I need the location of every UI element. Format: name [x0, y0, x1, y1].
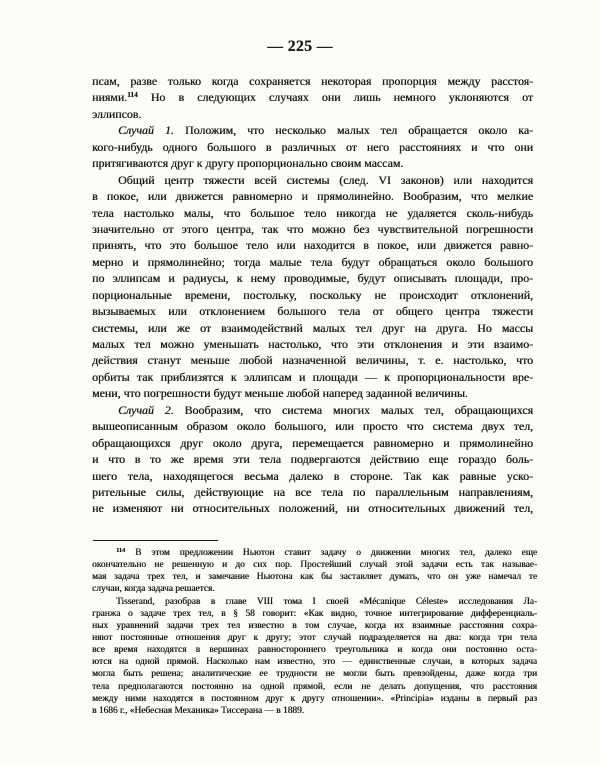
footnote-line: няют постоянные отношения друг к другу; этот случай подразделяется на два: когда три тела — [92, 632, 537, 643]
text-segment: Но в следующих случаях они лишь немного уклоняются от — [150, 90, 533, 105]
text-line: порциональные времени, постольку, поскольку не происходит отклонений, — [92, 287, 533, 302]
text-line: вызываемых или отклонением большого тела от общего центра тяжести — [92, 304, 533, 319]
footnote-number: 114 — [116, 547, 126, 554]
text-line: шего тела, находящегося весьма далеко в стороне. Так как равные уско- — [92, 468, 533, 483]
text-line: системы, или же от взаимодействий малых тел друг на друга. Но массы — [92, 320, 533, 335]
text-line: в покое, или движется равномерно и прямолинейно. Вообразим, что мелкие — [92, 189, 533, 204]
footnote-reference: 114 — [127, 90, 138, 100]
footnote-line: ных уравнений задачи трех тел известно в том случае, когда их взаимные расстояния сохра- — [92, 620, 537, 631]
footnote-line: гранжа о задаче трех тел, в § 58 говорит: «Как видно, точное интегрирование дифференциаль- — [92, 608, 537, 619]
paragraph-case-2-start — [92, 402, 533, 418]
footnote-line: могла быть решена; аналитические ее трудности не могли быть превзойдены, даже когда три — [92, 669, 537, 680]
text-segment: Положим, что несколько малых тел обращается около ка- — [184, 123, 533, 138]
footnote-line: случаи, когда задача решается. — [92, 584, 215, 595]
case-2-label: Случай 2. — [118, 402, 174, 417]
text-line — [92, 89, 533, 105]
text-line: тела настолько малы, что большое тело никогда не удаляется сколь-нибудь — [92, 205, 533, 220]
text-line: мени, что погрешности будут меньше любой наперед заданной величины. — [92, 386, 468, 401]
text-line: по эллипсам и радиусы, к нему проводимые, будут описывать площади, про- — [92, 271, 533, 286]
footnote-line: между ними находятся в постоянном друг к другу отношении». «Principia» изданы в первый раз — [92, 693, 537, 704]
text-line: мерно и прямолинейно; тогда малые тела будут обращаться около большого — [92, 254, 533, 269]
text-line: кого-нибудь одного большого в различных от него расстояниях и что они — [92, 139, 533, 154]
text-line: не изменяют ни относительных положений, ни относительных движений тел, — [92, 501, 533, 516]
footnote-line: мая задача трех тел, и замечание Ньютона как бы заставляет думать, что он уже намечал те — [92, 572, 537, 583]
text-line: орбиты так приблизятся к эллипсам и площади — к пропорциональности вре- — [92, 369, 533, 384]
text-line: Общий центр тяжести всей системы (след. VI законов) или находится — [118, 172, 533, 187]
text-segment: В этом предложении Ньютон ставит задачу о движении многих тел, далеко еще — [135, 548, 537, 558]
footnote-line — [92, 547, 537, 559]
footnote-separator — [93, 540, 218, 541]
paragraph-case-1-start — [92, 122, 533, 138]
text-line: эллипсов. — [92, 106, 142, 121]
text-line: псам, разве только когда сохраняется некоторая пропорция между расстоя- — [92, 74, 533, 88]
footnote-line: окончательно не решенную и до сих пор. Простейший случай этой задачи есть так называе- — [92, 560, 537, 571]
text-line: значительно от этого центра, так что можно без чувствительной погрешности — [92, 221, 533, 236]
page-number-text: — 225 — — [267, 38, 333, 55]
footnote-line: ются на одной прямой. Насколько нам известно, это — единственные случаи, в которых задача — [92, 657, 537, 668]
text-line: притягиваются друг к другу пропорционально своим массам. — [92, 156, 404, 171]
footnote-line: все время находятся в вершинах равностороннего треугольника и когда они постоянно оста- — [92, 645, 537, 656]
text-line: действия станут меньше любой назначенной величины, т. е. настолько, что — [92, 353, 533, 368]
text-segment: ниями. — [92, 90, 128, 105]
footnote — [92, 547, 537, 717]
footnote-line: в 1686 г., «Небесная Механика» Тиссерана — в 1889. — [92, 705, 305, 716]
text-line: вышеописанным образом около большого, или просто что система двух тел, — [92, 419, 533, 434]
text-line: и что в то же время эти тела подвергаются действию еще гораздо боль- — [92, 452, 533, 467]
text-line: рительные силы, действующие на все тела по параллельным направлениям, — [92, 484, 533, 499]
page-number — [0, 38, 600, 56]
text-segment: Вообразим, что система многих малых тел, обращающихся — [184, 402, 533, 417]
main-text — [92, 73, 533, 517]
text-line: малых тел можно уменьшать настолько, что эти отклонения и эти взаимо- — [92, 337, 533, 351]
case-1-label: Случай 1. — [118, 123, 174, 138]
footnote-line: тела предполагаются постоянно на одной прямой, если не делать допущения, что расстояния — [92, 681, 537, 692]
text-line: принять, что это большое тело или находится в покое, или движется равно- — [92, 238, 533, 253]
footnote-line: Tisserand, разобрав в главе VIII тома I своей «Mécanique Céleste» исследования Ла- — [116, 596, 537, 607]
text-line: обращающихся друг около друга, перемещается равномерно и прямолинейно — [92, 435, 533, 450]
